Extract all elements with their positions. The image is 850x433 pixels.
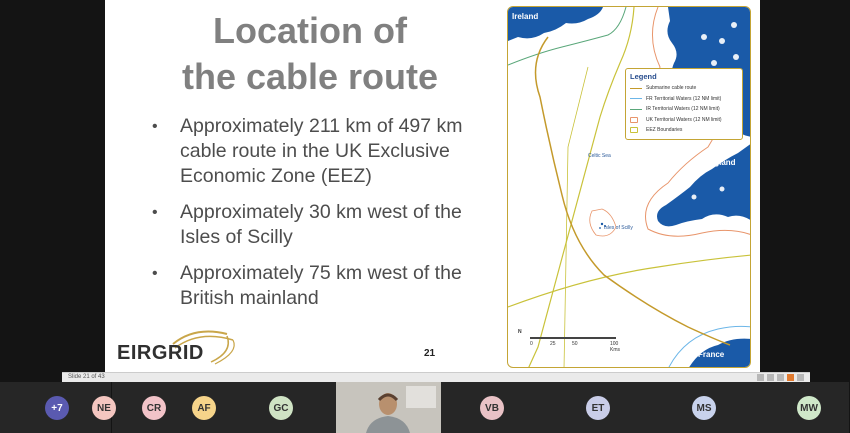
person-video-icon <box>336 382 441 433</box>
scale-tick: 25 <box>550 341 556 347</box>
avatar[interactable]: AF <box>192 396 216 420</box>
avatar[interactable]: MS <box>692 396 716 420</box>
map-label-france: France <box>698 350 725 359</box>
legend-title: Legend <box>630 72 657 81</box>
legend-label: FR Territorial Waters (12 NM limit) <box>646 95 722 102</box>
eirgrid-logo <box>115 322 245 368</box>
bullet-dot: • <box>152 265 158 282</box>
notes-icon[interactable] <box>757 374 764 381</box>
bullet-dot: • <box>152 204 158 221</box>
avatar[interactable]: NE <box>92 396 116 420</box>
bullet-text: Approximately 75 km west of the British mainland <box>180 262 462 309</box>
legend-item <box>630 83 738 94</box>
legend-label: IR Territorial Waters (12 NM limit) <box>646 106 720 113</box>
map-graphic <box>508 7 751 368</box>
scale-tick: 0 <box>530 341 533 347</box>
scale-tick: 100 Kms <box>610 341 620 353</box>
bullet-list <box>152 114 492 322</box>
eez-line <box>528 7 634 368</box>
legend-label: Submarine cable route <box>646 85 697 92</box>
legend-item <box>630 104 738 115</box>
bullet-text: Approximately 211 km of 497 km cable route in the UK Exclusive Economic Zone (EEZ) <box>180 115 463 187</box>
map-label-ireland: Ireland <box>512 12 539 21</box>
legend-item <box>630 125 738 136</box>
zoom-icon[interactable] <box>797 374 804 381</box>
avatar[interactable]: ET <box>586 396 610 420</box>
avatar-overflow[interactable]: +7 <box>45 396 69 420</box>
england-land <box>657 143 751 226</box>
avatar[interactable]: MW <box>797 396 821 420</box>
bullet-item <box>152 200 492 250</box>
legend-box-icon <box>630 127 638 133</box>
avatar[interactable]: GC <box>269 396 293 420</box>
normal-view-icon[interactable] <box>767 374 774 381</box>
bullet-dot: • <box>152 118 158 135</box>
scale-bar-line <box>530 337 616 339</box>
slide-title-line1: Location of <box>213 10 407 51</box>
presentation-status-bar <box>62 372 810 382</box>
avatar[interactable]: VB <box>480 396 504 420</box>
legend-item <box>630 115 738 126</box>
slideshow-icon[interactable] <box>787 374 794 381</box>
map-scale-bar <box>518 331 628 351</box>
map-label-celtic-sea: Celtic Sea <box>588 153 611 159</box>
participant-video[interactable] <box>336 382 441 433</box>
map-legend <box>625 68 743 140</box>
north-arrow-icon: N <box>518 329 522 335</box>
legend-label: UK Territorial Waters (12 NM limit) <box>646 116 722 123</box>
bullet-item <box>152 261 492 311</box>
participant-tile-group <box>97 382 338 433</box>
slide-sorter-icon[interactable] <box>777 374 784 381</box>
map-label-england: England <box>704 158 736 167</box>
legend-box-icon <box>630 117 638 123</box>
logo-text: EIRGRID <box>117 342 204 364</box>
legend-line-icon <box>630 98 642 99</box>
cable-route-map <box>507 6 751 368</box>
legend-label: EEZ Boundaries <box>646 127 683 134</box>
slide-title <box>160 8 460 100</box>
bullet-text: Approximately 30 km west of the Isles of Scilly <box>180 201 462 248</box>
legend-line-icon <box>630 88 642 89</box>
slide-page-number: 21 <box>424 348 436 359</box>
slide-counter: Slide 21 of 43 <box>68 374 105 380</box>
status-bar-controls <box>757 374 804 381</box>
presentation-slide <box>105 0 760 372</box>
bullet-item <box>152 114 492 189</box>
participant-tile-group <box>441 382 850 433</box>
slide-title-line2: the cable route <box>181 56 439 97</box>
map-label-isles-of-scilly: Isles of Scilly <box>604 225 633 231</box>
scale-tick: 50 <box>572 341 578 347</box>
avatar[interactable]: CR <box>142 396 166 420</box>
legend-line-icon <box>630 109 642 110</box>
legend-item <box>630 94 738 105</box>
